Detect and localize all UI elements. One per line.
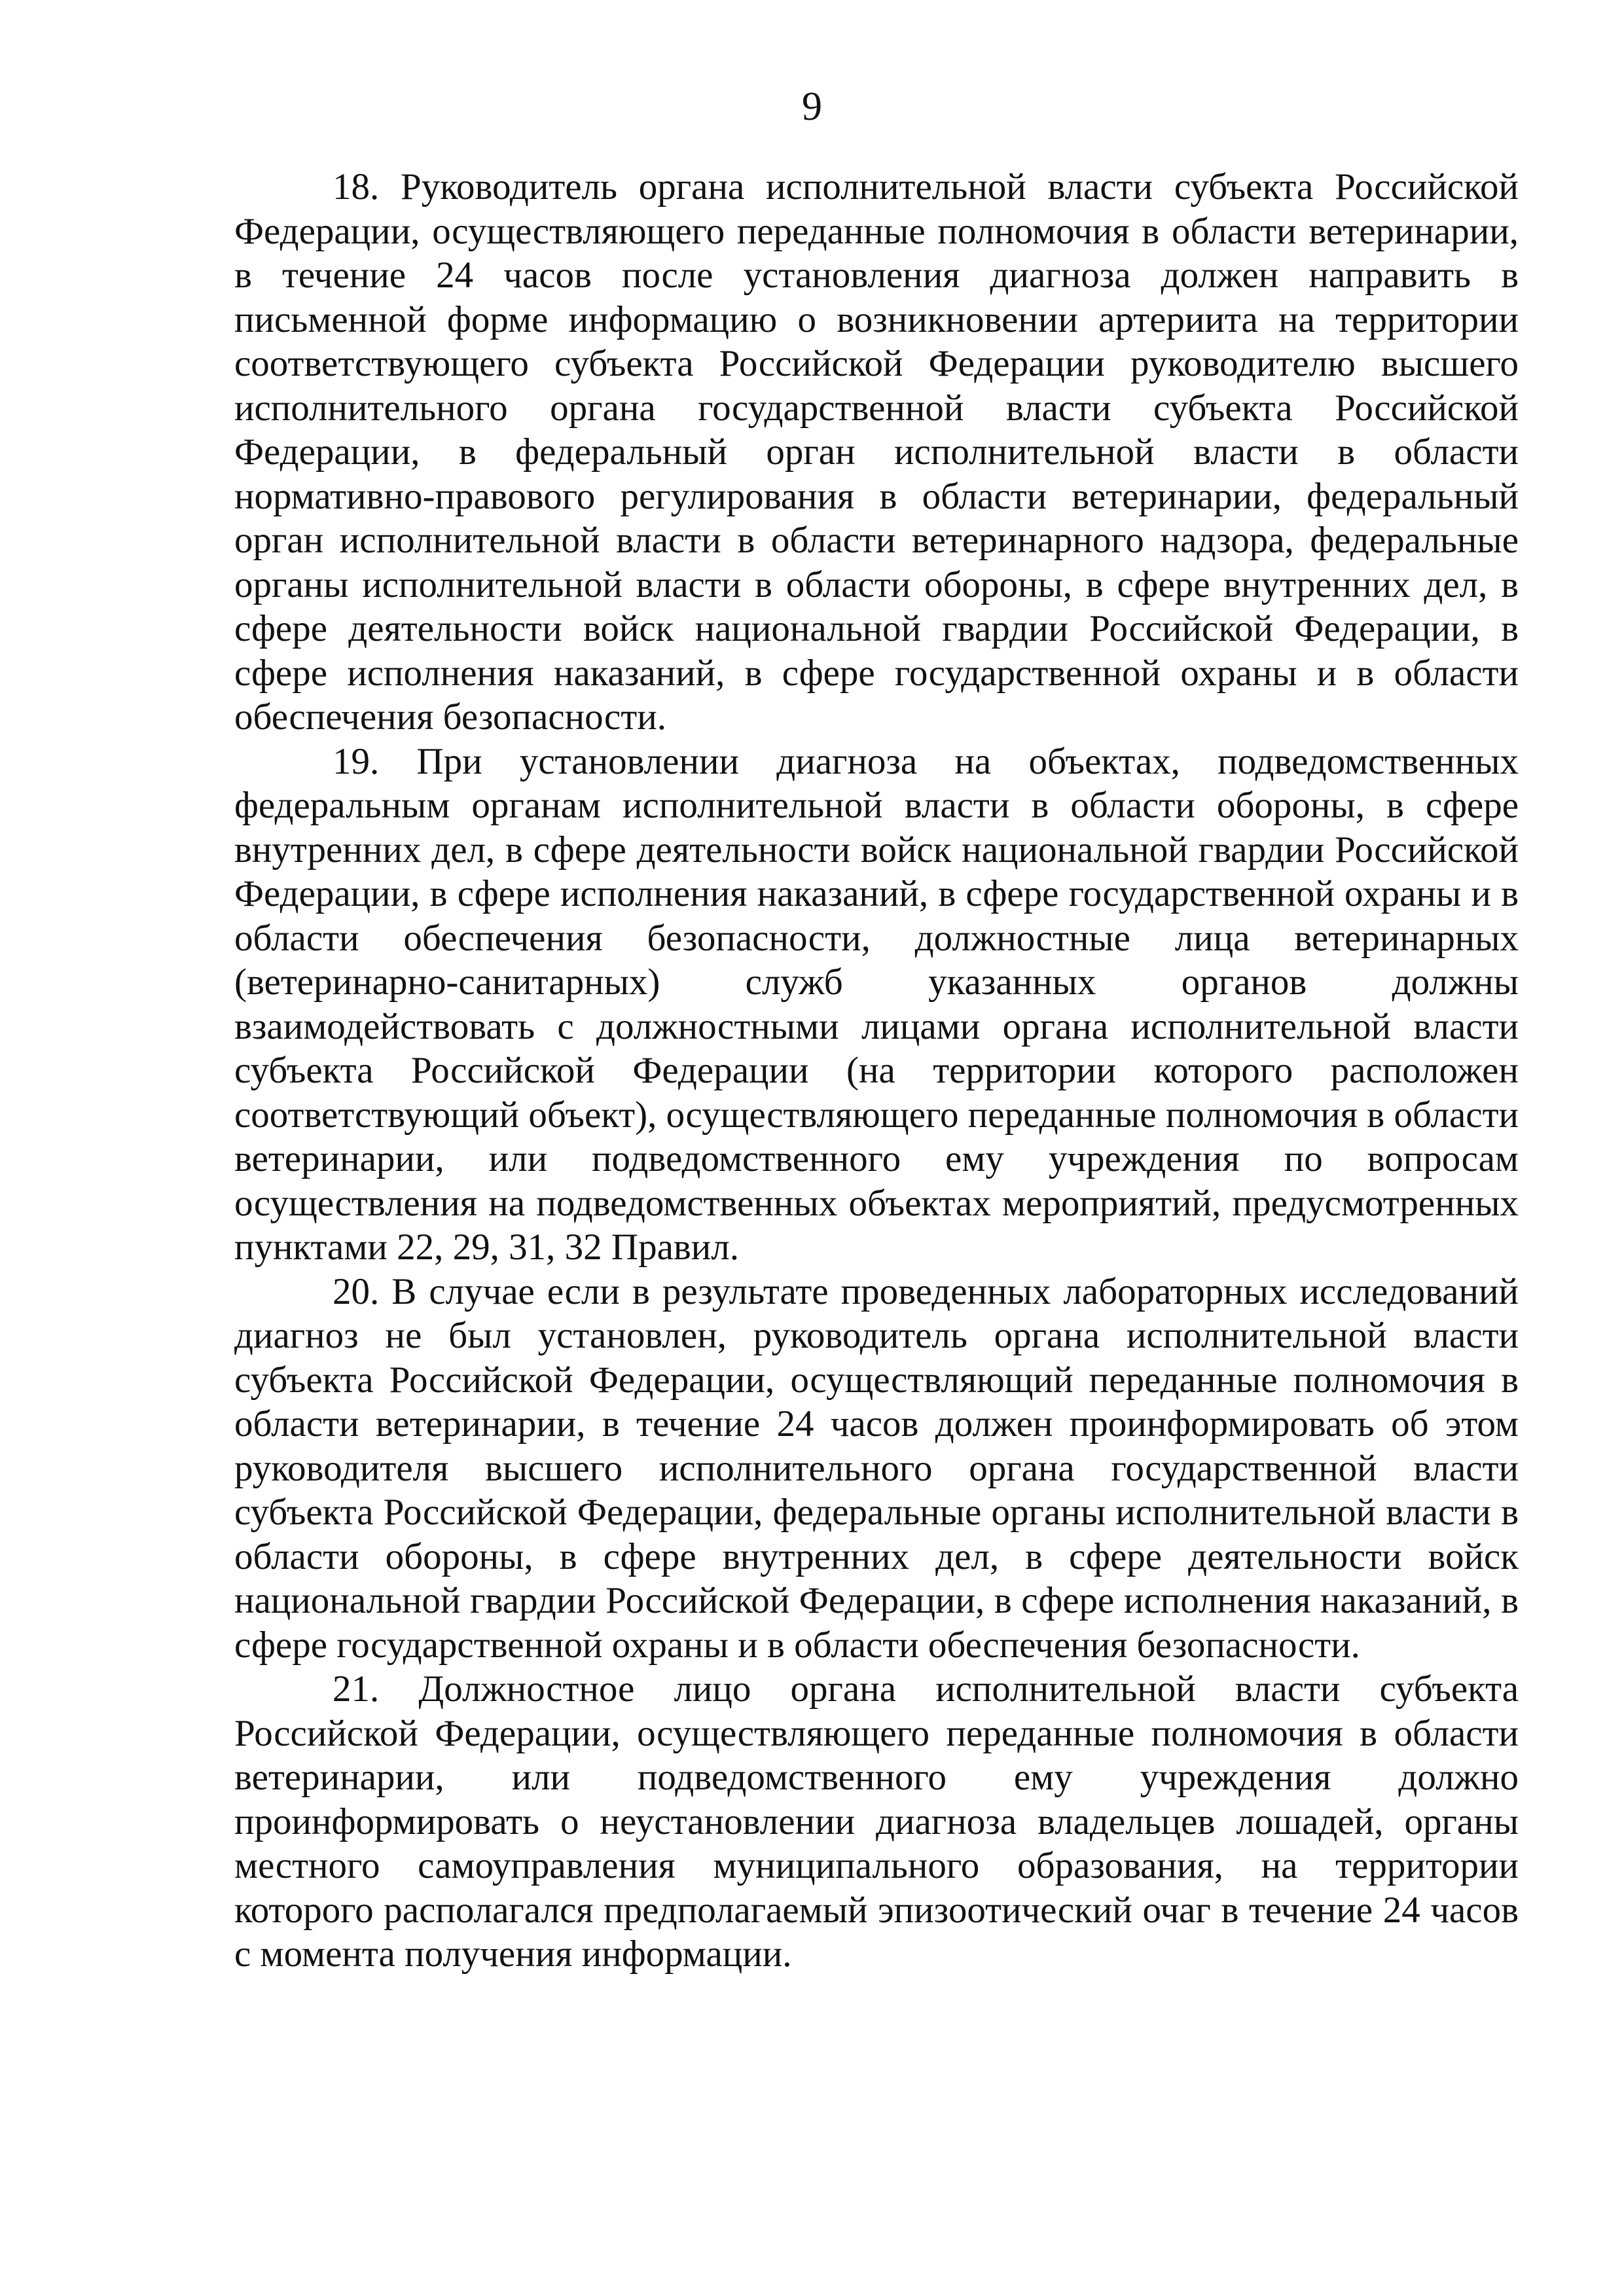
document-body [234, 165, 1519, 1977]
paragraph-20: 20. В случае если в результате проведенных лабораторных исследований диагноз не был установлен, руководитель органа исполнительной власти субъекта Российской Федерации, осуществляющий переданные полномочия в области ветеринарии, в течение 24 часов должен проинформировать об этом руководителя высшего исполнительного органа государственной власти субъекта Российской Федерации, федеральные органы исполнительной власти в области обороны, в сфере внутренних дел, в сфере деятельности войск национальной гвардии Российской Федерации, в сфере исполнения наказаний, в сфере государственной охраны и в области обеспечения безопасности. [234, 1270, 1519, 1666]
paragraph-19: 19. При установлении диагноза на объектах, подведомственных федеральным органам исполнительной власти в области обороны, в сфере внутренних дел, в сфере деятельности войск национальной гвардии Российской Федерации, в сфере исполнения наказаний, в сфере государственной охраны и в области обеспечения безопасности, должностные лица ветеринарных (ветеринарно-санитарных) служб указанных органов должны взаимодействовать с должностными лицами органа исполнительной власти субъекта Российской Федерации (на территории которого расположен соответствующий объект), осуществляющего переданные полномочия в области ветеринарии, или подведомственного ему учреждения по вопросам осуществления на подведомственных объектах мероприятий, предусмотренных пунктами 22, 29, 31, 32 Правил. [234, 740, 1519, 1268]
page-number: 9 [802, 84, 822, 129]
paragraph-21: 21. Должностное лицо органа исполнительной власти субъекта Российской Федерации, осуществляющего переданные полномочия в области ветеринарии, или подведомственного ему учреждения должно проинформировать о неустановлении диагноза владельцев лошадей, органы местного самоуправления муниципального образования, на территории которого располагался предполагаемый эпизоотический очаг в течение 24 часов с момента получения информации. [234, 1668, 1519, 1975]
paragraph-18: 18. Руководитель органа исполнительной власти субъекта Российской Федерации, осуществляющего переданные полномочия в области ветеринарии, в течение 24 часов после установления диагноза должен направить в письменной форме информацию о возникновении артериита на территории соответствующего субъекта Российской Федерации руководителю высшего исполнительного органа государственной власти субъекта Российской Федерации, в федеральный орган исполнительной власти в области нормативно-правового регулирования в области ветеринарии, федеральный орган исполнительной власти в области ветеринарного надзора, федеральные органы исполнительной власти в области обороны, в сфере внутренних дел, в сфере деятельности войск национальной гвардии Российской Федерации, в сфере исполнения наказаний, в сфере государственной охраны и в области обеспечения безопасности. [234, 166, 1519, 738]
